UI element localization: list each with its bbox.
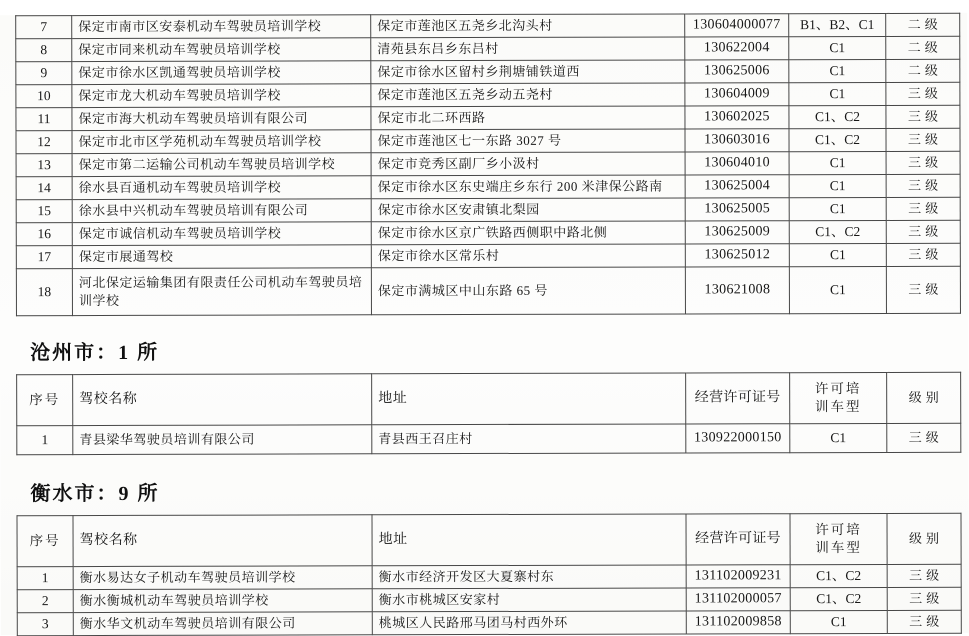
cell-school-name: 保定市龙大机动车驾驶员培训学校: [72, 84, 371, 108]
column-header-school: 驾校名称: [73, 515, 372, 567]
cell-school-name: 保定市北市区学苑机动车驾驶员培训学校: [72, 130, 371, 154]
cell-serial-number: 18: [16, 269, 72, 316]
table-row: [16, 266, 960, 315]
column-header-address: 地址: [372, 373, 686, 425]
cell-permitted-vehicle-types: C1、C2: [790, 587, 887, 610]
cell-permitted-vehicle-types: C1: [789, 59, 886, 82]
cell-school-name: 保定市展通驾校: [72, 245, 371, 269]
cell-level: 三级: [886, 128, 960, 151]
cell-permitted-vehicle-types: C1: [789, 36, 886, 59]
cell-school-name: 徐水县中兴机动车驾驶员培训有限公司: [72, 199, 371, 223]
cell-address: 保定市满城区中山东路 65 号: [371, 267, 685, 315]
cell-permitted-vehicle-types: C1: [789, 174, 886, 197]
cell-school-name: 衡水易达女子机动车驾驶员培训学校: [73, 566, 372, 590]
cell-level: 三级: [886, 105, 960, 128]
cell-school-name: 保定市徐水区凯通驾驶员培训学校: [72, 61, 371, 85]
driving-school-table-cangzhou: [16, 372, 961, 455]
cell-school-name: 徐水县百通机动车驾驶员培训学校: [72, 176, 371, 200]
cell-serial-number: 14: [16, 177, 72, 200]
column-header-license: 经营许可证号: [686, 514, 790, 565]
cell-license-number: 130603016: [685, 129, 789, 152]
cell-address: 衡水市经济开发区大夏寨村东: [372, 565, 686, 589]
column-header-level: 级别: [887, 372, 961, 423]
table-row: [16, 82, 960, 107]
cell-level: 三级: [886, 82, 960, 105]
cell-school-name: 衡水华文机动车驾驶员培训有限公司: [73, 612, 372, 636]
table-row: [16, 59, 960, 84]
cell-license-number: 130604010: [685, 152, 789, 175]
table-row: [16, 13, 960, 38]
table-row: [16, 197, 960, 222]
cell-license-number: 131102009231: [686, 565, 790, 588]
table-row: [17, 564, 961, 589]
cell-level: 三级: [886, 266, 960, 313]
cell-permitted-vehicle-types: C1、C2: [790, 564, 887, 587]
column-header-types: 许可培 训车型: [790, 513, 887, 564]
scanned-document-page: [0, 13, 969, 636]
cell-level: 二级: [886, 36, 960, 59]
cell-license-number: 130602025: [685, 106, 789, 129]
table-header-row: [17, 372, 961, 425]
section-title-hengshui: 衡水市：9 所: [30, 482, 160, 506]
cell-school-name: 保定市同来机动车驾驶员培训学校: [72, 38, 371, 62]
table-row: [17, 610, 961, 635]
cell-school-name: 保定市海大机动车驾驶员培训有限公司: [72, 107, 371, 131]
cell-address: 保定市徐水区常乐村: [371, 244, 685, 268]
cell-permitted-vehicle-types: C1: [789, 243, 886, 266]
cell-serial-number: 16: [16, 223, 72, 246]
cell-serial-number: 9: [16, 62, 72, 85]
cell-license-number: 130625005: [685, 198, 789, 221]
cell-school-name: 保定市诚信机动车驾驶员培训学校: [72, 222, 371, 246]
cell-school-name: 保定市第二运输公司机动车驾驶员培训学校: [72, 153, 371, 177]
table-row: [16, 174, 960, 199]
column-header-address: 地址: [372, 514, 686, 566]
cell-license-number: 130625012: [685, 244, 789, 267]
cell-license-number: 130625004: [685, 175, 789, 198]
cell-license-number: 130625006: [685, 60, 789, 83]
cell-level: 三级: [887, 423, 961, 452]
cell-serial-number: 8: [16, 39, 72, 62]
cell-serial-number: 12: [16, 131, 72, 154]
column-header-types: 许可培 训车型: [790, 372, 887, 423]
cell-level: 三级: [886, 197, 960, 220]
cell-serial-number: 17: [16, 246, 72, 269]
cell-serial-number: 13: [16, 154, 72, 177]
cell-address: 保定市莲池区五尧乡北沟头村: [371, 14, 685, 38]
cell-license-number: 131102000057: [686, 588, 790, 611]
cell-permitted-vehicle-types: C1、C2: [789, 128, 886, 151]
cell-level: 二级: [886, 13, 960, 36]
cell-permitted-vehicle-types: C1: [789, 82, 886, 105]
section-title-cangzhou: 沧州市：1 所: [30, 341, 160, 365]
column-header-level: 级别: [887, 513, 961, 564]
cell-address: 保定市北二环西路: [371, 106, 685, 130]
cell-level: 二级: [886, 59, 960, 82]
cell-serial-number: 10: [16, 85, 72, 108]
cell-level: 三级: [887, 587, 961, 610]
driving-school-table-hengshui: [16, 513, 961, 636]
cell-serial-number: 3: [17, 613, 73, 636]
cell-permitted-vehicle-types: C1: [789, 197, 886, 220]
table-row: [17, 587, 961, 612]
cell-license-number: 130604000077: [685, 14, 789, 37]
cell-address: 保定市竞秀区副厂乡小汲村: [371, 152, 685, 176]
table-row: [16, 36, 960, 61]
cell-address: 衡水市桃城区安家村: [372, 588, 686, 612]
cell-permitted-vehicle-types: C1: [790, 610, 887, 633]
cell-permitted-vehicle-types: C1: [789, 151, 886, 174]
cell-serial-number: 1: [17, 426, 73, 455]
column-header-no: 序号: [17, 516, 73, 567]
cell-address: 青县西王召庄村: [372, 424, 686, 454]
table-header-row: [17, 513, 961, 566]
cell-school-name: 青县梁华驾驶员培训有限公司: [73, 425, 372, 455]
cell-permitted-vehicle-types: C1: [789, 266, 886, 313]
cell-permitted-vehicle-types: B1、B2、C1: [789, 13, 886, 36]
column-header-license: 经营许可证号: [686, 373, 790, 424]
cell-level: 三级: [886, 174, 960, 197]
table-row: [16, 220, 960, 245]
cell-address: 保定市徐水区东史端庄乡东行 200 米津保公路南: [371, 175, 685, 199]
cell-license-number: 130622004: [685, 37, 789, 60]
table-row: [16, 243, 960, 268]
cell-level: 三级: [887, 610, 961, 633]
cell-serial-number: 7: [16, 16, 72, 39]
cell-school-name: 保定市南市区安泰机动车驾驶员培训学校: [72, 15, 371, 39]
cell-address: 保定市徐水区安肃镇北梨园: [371, 198, 685, 222]
cell-license-number: 130604009: [685, 83, 789, 106]
cell-license-number: 130625009: [685, 221, 789, 244]
cell-permitted-vehicle-types: C1、C2: [789, 220, 886, 243]
cell-serial-number: 1: [17, 567, 73, 590]
cell-permitted-vehicle-types: C1、C2: [789, 105, 886, 128]
cell-address: 保定市莲池区五尧乡动五尧村: [371, 83, 685, 107]
driving-school-table-continued: [15, 13, 961, 316]
cell-address: 保定市莲池区七一东路 3027 号: [371, 129, 685, 153]
cell-address: 桃城区人民路邢马团马村西外环: [372, 611, 686, 635]
cell-serial-number: 15: [16, 200, 72, 223]
column-header-no: 序号: [17, 375, 73, 426]
cell-level: 三级: [886, 151, 960, 174]
column-header-school: 驾校名称: [73, 374, 372, 426]
cell-license-number: 130922000150: [686, 424, 790, 453]
cell-level: 三级: [887, 564, 961, 587]
cell-serial-number: 2: [17, 590, 73, 613]
cell-permitted-vehicle-types: C1: [790, 423, 887, 452]
cell-address: 清苑县东吕乡东吕村: [371, 37, 685, 61]
cell-serial-number: 11: [16, 108, 72, 131]
cell-level: 三级: [886, 243, 960, 266]
table-row: [16, 128, 960, 153]
cell-school-name: 衡水衡城机动车驾驶员培训学校: [73, 589, 372, 613]
cell-address: 保定市徐水区京广铁路西侧职中路北侧: [371, 221, 685, 245]
table-row: [16, 151, 960, 176]
cell-address: 保定市徐水区留村乡荆塘铺铁道西: [371, 60, 685, 84]
cell-level: 三级: [886, 220, 960, 243]
table-row: [16, 105, 960, 130]
cell-school-name: 河北保定运输集团有限责任公司机动车驾驶员培训学校: [72, 268, 371, 316]
cell-license-number: 130621008: [685, 267, 789, 314]
cell-license-number: 131102009858: [686, 611, 790, 634]
table-row: [17, 423, 961, 454]
